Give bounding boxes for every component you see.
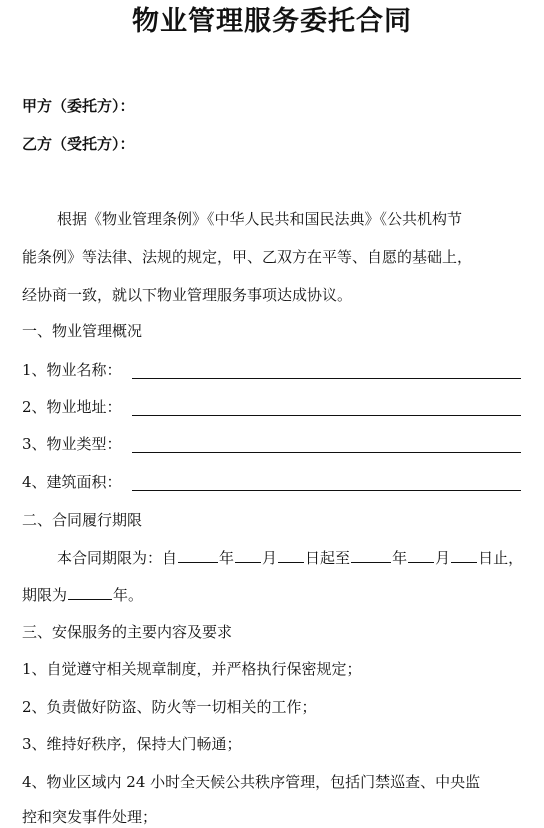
- term-duration-line: [22, 583, 143, 606]
- term-day-2: 日止，: [478, 549, 524, 567]
- field-property-name: [22, 359, 122, 381]
- preamble-line-1: 根据《物业管理条例》《中华人民共和国民法典》《公共机构节: [57, 210, 463, 228]
- term-year-2: 年: [392, 549, 408, 567]
- preamble-line-2: 能条例》等法律、法规的规定，甲、乙双方在平等、自愿的基础上，: [22, 248, 473, 266]
- property-name-blank[interactable]: [132, 378, 521, 379]
- field-property-address-label: 2、物业地址：: [22, 398, 122, 416]
- end-month-blank[interactable]: [408, 546, 434, 563]
- term-month-2: 月: [435, 549, 451, 567]
- start-year-blank[interactable]: [178, 546, 218, 563]
- property-type-blank[interactable]: [132, 452, 521, 453]
- duration-prefix: 期限为: [22, 586, 68, 604]
- section-1-heading: 一、物业管理概况: [22, 322, 143, 340]
- duration-suffix: 年。: [113, 586, 144, 604]
- end-day-blank[interactable]: [451, 546, 477, 563]
- section-2-heading: 二、合同履行期限: [22, 511, 143, 529]
- duration-years-blank[interactable]: [68, 583, 112, 600]
- term-year-1: 年: [219, 549, 235, 567]
- field-building-area-label: 4、建筑面积：: [22, 473, 122, 491]
- service-item-1: 1、自觉遵守相关规章制度，并严格执行保密规定；: [22, 660, 362, 678]
- contract-term-line: [57, 546, 523, 569]
- field-property-name-label: 1、物业名称：: [22, 361, 122, 379]
- field-property-type: [22, 433, 122, 455]
- preamble-line-3: 经协商一致，就以下物业管理服务事项达成协议。: [22, 286, 353, 304]
- property-address-blank[interactable]: [132, 415, 521, 416]
- party-b-label: 乙方（受托方）：: [22, 135, 135, 153]
- start-month-blank[interactable]: [235, 546, 261, 563]
- service-item-2: 2、负责做好防盗、防火等一切相关的工作；: [22, 698, 317, 716]
- building-area-blank[interactable]: [132, 490, 521, 491]
- field-property-type-label: 3、物业类型：: [22, 435, 122, 453]
- end-year-blank[interactable]: [351, 546, 391, 563]
- field-building-area: [22, 471, 122, 493]
- service-item-4: 4、物业区域内 24 小时全天候公共秩序管理，包括门禁巡查、中央监: [22, 773, 481, 791]
- term-prefix: 本合同期限为：自: [57, 549, 178, 567]
- service-item-3: 3、维持好秩序，保持大门畅通；: [22, 735, 242, 753]
- party-a-label: 甲方（委托方）：: [22, 97, 135, 115]
- section-3-heading: 三、安保服务的主要内容及要求: [22, 623, 233, 641]
- start-day-blank[interactable]: [278, 546, 304, 563]
- service-item-4-cont: 控和突发事件处理；: [22, 808, 158, 826]
- document-title: 物业管理服务委托合同: [132, 6, 412, 37]
- term-month-1: 月: [262, 549, 278, 567]
- term-day-1: 日起至: [305, 549, 351, 567]
- field-property-address: [22, 396, 122, 418]
